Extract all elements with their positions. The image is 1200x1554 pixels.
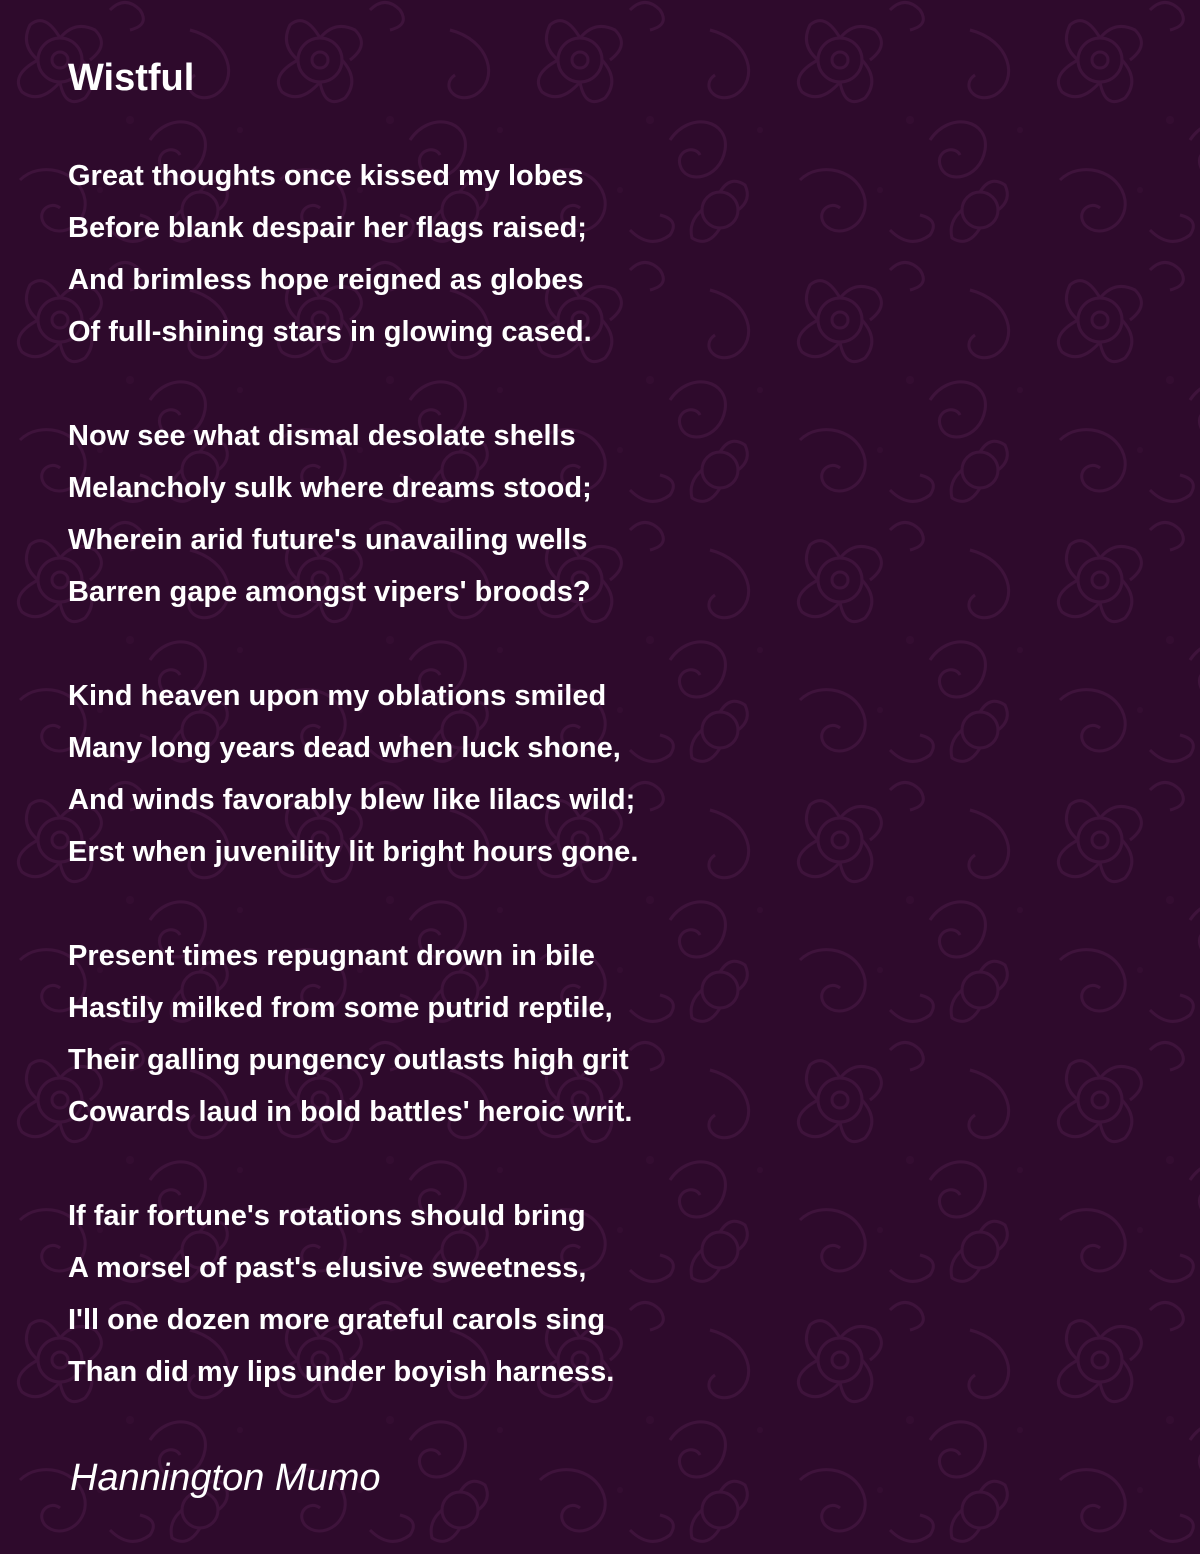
poem-line: Hastily milked from some putrid reptile, bbox=[68, 992, 613, 1024]
poem-author: Hannington Mumo bbox=[70, 1457, 381, 1499]
stanza-1 bbox=[68, 150, 638, 358]
poem-line: Great thoughts once kissed my lobes bbox=[68, 160, 584, 192]
poem-body bbox=[68, 150, 638, 1450]
poem-line: Cowards laud in bold battles' heroic writ. bbox=[68, 1096, 633, 1128]
poem-line: And brimless hope reigned as globes bbox=[68, 264, 584, 296]
stanza-4 bbox=[68, 930, 638, 1138]
poem-line: If fair fortune's rotations should bring bbox=[68, 1200, 586, 1232]
poem-line: Barren gape amongst vipers' broods? bbox=[68, 576, 591, 608]
poem-line: A morsel of past's elusive sweetness, bbox=[68, 1252, 587, 1284]
poem-line: Erst when juvenility lit bright hours gone. bbox=[68, 836, 639, 868]
poem-line: Now see what dismal desolate shells bbox=[68, 420, 576, 452]
poem-line: Wherein arid future's unavailing wells bbox=[68, 524, 588, 556]
poem-line: Present times repugnant drown in bile bbox=[68, 940, 595, 972]
poem-line: Many long years dead when luck shone, bbox=[68, 732, 621, 764]
poem-line: And winds favorably blew like lilacs wild; bbox=[68, 784, 636, 816]
stanza-3 bbox=[68, 670, 638, 878]
poem-line: Before blank despair her flags raised; bbox=[68, 212, 587, 244]
poem-line: Than did my lips under boyish harness. bbox=[68, 1356, 615, 1388]
poem-line: Of full-shining stars in glowing cased. bbox=[68, 316, 592, 348]
stanza-2 bbox=[68, 410, 638, 618]
poem-title: Wistful bbox=[68, 57, 195, 99]
poem-line: Melancholy sulk where dreams stood; bbox=[68, 472, 592, 504]
poem-line: I'll one dozen more grateful carols sing bbox=[68, 1304, 606, 1336]
stanza-5 bbox=[68, 1190, 638, 1398]
poem-line: Kind heaven upon my oblations smiled bbox=[68, 680, 607, 712]
poem-line: Their galling pungency outlasts high grit bbox=[68, 1044, 629, 1076]
